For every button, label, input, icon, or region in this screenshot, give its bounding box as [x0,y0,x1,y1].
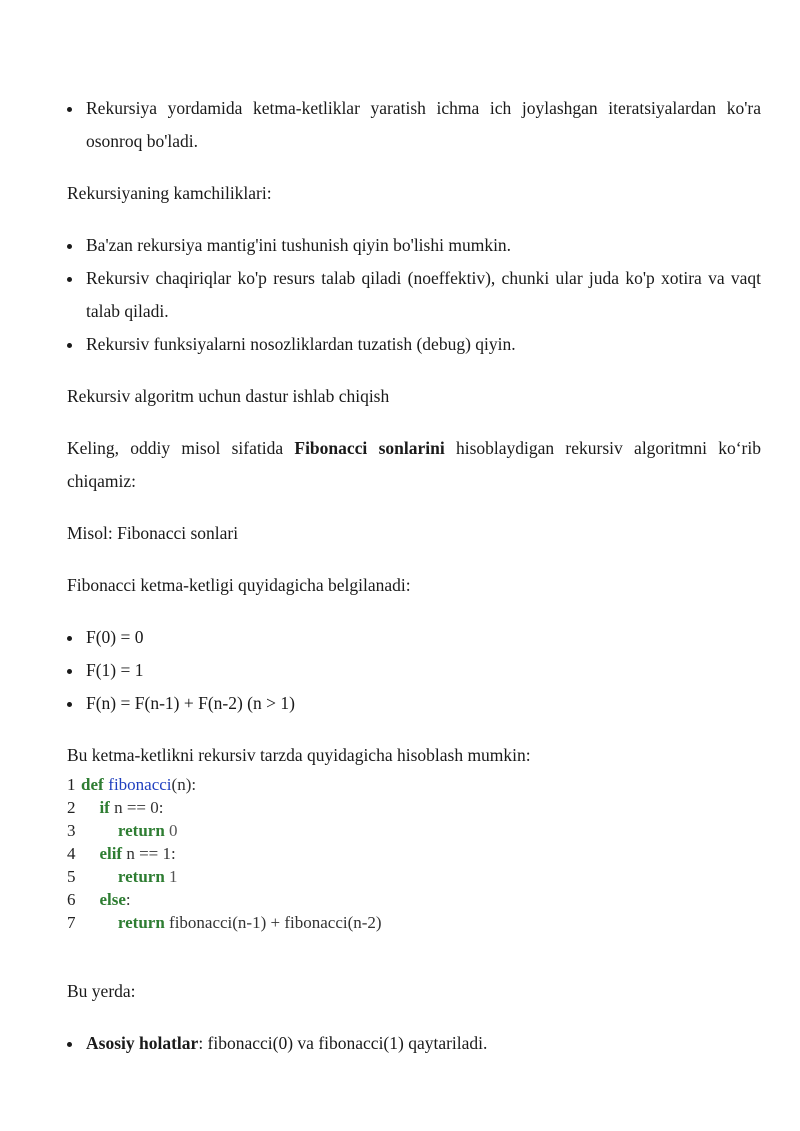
code-text: (n): [171,775,197,794]
intro-text-end: hisoblaydigan rekursiv algoritmni ko‘rib chiqamiz: [67,438,761,491]
cons-item-text: Rekursiv chaqiriqlar ko'p resurs talab qiladi (noeffektiv), chunki ular juda ko'p xotira va vaqt talab qiladi. [86,268,761,321]
keyword: return [117,913,165,932]
here-heading: Bu yerda: [67,981,136,1001]
definition-text: F(0) = 0 [86,627,144,647]
cons-item-text: Rekursiv funksiyalarni nosozliklardan tuzatish (debug) qiyin. [86,334,516,354]
code-block [67,774,761,935]
cons-item [67,328,761,361]
cons-item [67,262,761,328]
definition-item [67,621,761,654]
intro-bold: Fibonacci sonlarini [294,438,445,458]
keyword: def [81,775,104,794]
intro-text: Keling, oddiy misol sifatida [67,438,295,458]
section-heading: Rekursiv algoritm uchun dastur ishlab chiqish [67,386,390,406]
code-text: 0 [164,821,178,840]
definition-heading: Fibonacci ketma-ketligi quyidagicha belgilanadi: [67,575,411,595]
code-line [67,912,761,935]
code-text: 1 [164,867,178,886]
keyword: return [117,821,165,840]
definition-text: F(n) = F(n-1) + F(n-2) (n > 1) [86,693,295,713]
code-text: : [125,890,131,909]
base-case-bold: Asosiy holatlar [86,1033,199,1053]
keyword: else [99,890,126,909]
code-text: n == 1: [122,844,176,863]
function-name: fibonacci [108,775,172,794]
code-line [67,820,761,843]
line-number: 1 [67,775,76,794]
line-number: 6 [67,890,76,909]
example-heading: Misol: Fibonacci sonlari [67,523,239,543]
intro-paragraph [67,432,761,498]
bullet-text: Rekursiya yordamida ketma-ketliklar yaratish ichma ich joylashgan iteratsiyalardan ko'ra osonroq bo'ladi. [86,98,761,151]
bullet-advantage [67,92,761,158]
line-number: 3 [67,821,76,840]
code-line [67,797,761,820]
cons-item [67,229,761,262]
definition-text: F(1) = 1 [86,660,144,680]
code-heading: Bu ketma-ketlikni rekursiv tarzda quyidagicha hisoblash mumkin: [67,745,531,765]
keyword: return [117,867,165,886]
line-number: 7 [67,913,76,932]
definition-item [67,687,761,720]
base-case-text: : fibonacci(0) va fibonacci(1) qaytariladi. [198,1033,488,1053]
line-number: 5 [67,867,76,886]
code-line [67,866,761,889]
document-page [67,92,761,1060]
definition-item [67,654,761,687]
line-number: 2 [67,798,76,817]
line-number: 4 [67,844,76,863]
code-line [67,889,761,912]
keyword: elif [99,844,123,863]
code-text: n == 0: [109,798,164,817]
code-line [67,774,761,797]
keyword: if [99,798,110,817]
cons-item-text: Ba'zan rekursiya mantig'ini tushunish qiyin bo'lishi mumkin. [86,235,512,255]
code-text: fibonacci(n-1) + fibonacci(n-2) [164,913,382,932]
code-line [67,843,761,866]
cons-heading: Rekursiyaning kamchiliklari: [67,183,272,203]
base-case-item [67,1027,761,1060]
